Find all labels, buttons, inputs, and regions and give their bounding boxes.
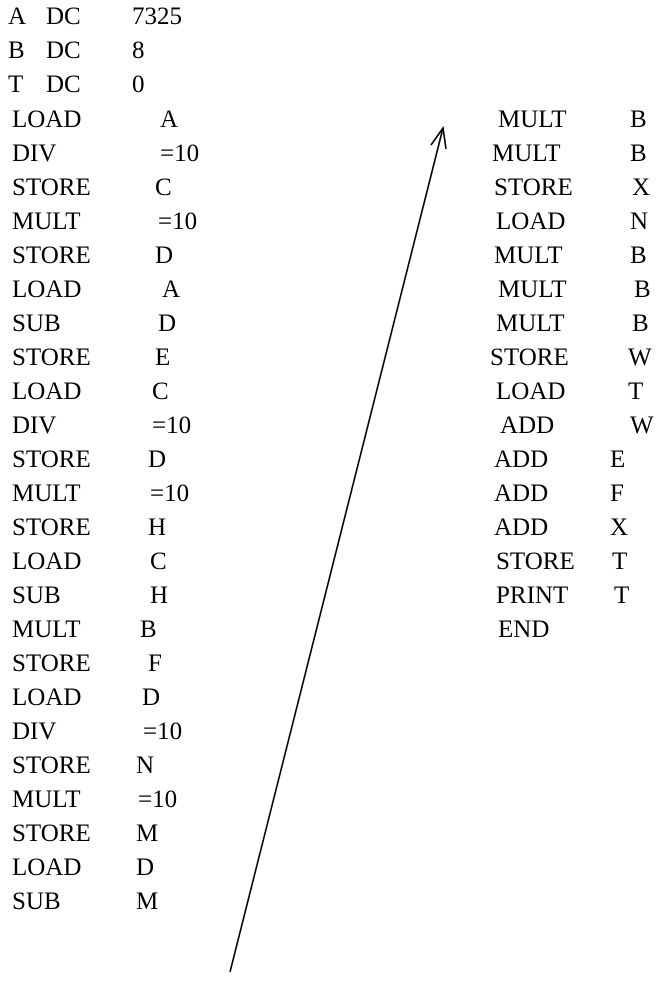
instruction-arg: B <box>140 616 157 643</box>
instruction-op: DIV <box>12 718 57 745</box>
instruction-arg: =10 <box>152 412 192 439</box>
declaration-label: B <box>8 37 25 64</box>
instruction-arg: =10 <box>160 140 200 167</box>
instruction-op: STORE <box>12 242 91 269</box>
instruction-op: LOAD <box>12 276 82 303</box>
instruction-arg: B <box>630 242 647 269</box>
instruction-arg: D <box>158 310 177 337</box>
instruction-arg: F <box>610 480 624 507</box>
instruction-arg: W <box>630 412 654 439</box>
instruction-arg: M <box>136 820 159 847</box>
instruction-arg: E <box>155 344 171 371</box>
instruction-arg: A <box>162 276 181 303</box>
instruction-arg: C <box>155 174 172 201</box>
instruction-op: SUB <box>12 310 61 337</box>
instruction-op: STORE <box>12 514 91 541</box>
instruction-op: LOAD <box>12 548 82 575</box>
instruction-arg: H <box>150 582 169 609</box>
instruction-arg: C <box>152 378 169 405</box>
instruction-arg: D <box>142 684 161 711</box>
instruction-op: SUB <box>12 582 61 609</box>
instruction-op: PRINT <box>496 582 569 609</box>
instruction-op: MULT <box>12 786 81 813</box>
instruction-op: MULT <box>494 242 563 269</box>
instruction-op: DIV <box>12 140 57 167</box>
continuation-arrow-line <box>230 128 443 972</box>
instruction-op: ADD <box>494 446 549 473</box>
instruction-op: STORE <box>12 446 91 473</box>
instruction-op: STORE <box>490 344 569 371</box>
instruction-op: END <box>498 616 550 643</box>
declaration-label: A <box>8 3 27 30</box>
instruction-arg: B <box>630 106 647 133</box>
instruction-op: ADD <box>500 412 555 439</box>
instruction-op: MULT <box>12 616 81 643</box>
instruction-op: STORE <box>12 650 91 677</box>
instruction-arg: B <box>630 140 647 167</box>
instruction-op: LOAD <box>496 208 566 235</box>
instruction-op: SUB <box>12 888 61 915</box>
instruction-op: STORE <box>494 174 573 201</box>
instruction-op: MULT <box>12 208 81 235</box>
instruction-arg: =10 <box>150 480 190 507</box>
instruction-arg: T <box>614 582 630 609</box>
instruction-arg: =10 <box>158 208 198 235</box>
instruction-arg: =10 <box>143 718 183 745</box>
instruction-op: STORE <box>12 820 91 847</box>
instruction-arg: D <box>136 854 155 881</box>
instruction-arg: B <box>632 310 649 337</box>
instruction-op: MULT <box>492 140 561 167</box>
instruction-arg: N <box>136 752 155 779</box>
declaration-value: 7325 <box>132 3 182 30</box>
declaration-op: DC <box>46 71 81 98</box>
instruction-op: STORE <box>12 344 91 371</box>
instruction-op: STORE <box>496 548 575 575</box>
instruction-op: LOAD <box>12 684 82 711</box>
instruction-op: DIV <box>12 412 57 439</box>
instruction-arg: M <box>136 888 159 915</box>
instruction-arg: E <box>610 446 626 473</box>
instruction-arg: D <box>155 242 174 269</box>
instruction-op: STORE <box>12 174 91 201</box>
declaration-label: T <box>8 71 24 98</box>
instruction-arg: A <box>160 106 179 133</box>
instruction-op: LOAD <box>12 378 82 405</box>
declaration-value: 0 <box>132 71 145 98</box>
instruction-arg: F <box>148 650 162 677</box>
instruction-arg: W <box>628 344 652 371</box>
instruction-arg: N <box>630 208 649 235</box>
instruction-arg: T <box>612 548 628 575</box>
instruction-arg: B <box>634 276 651 303</box>
instruction-op: MULT <box>498 276 567 303</box>
instruction-op: LOAD <box>12 106 82 133</box>
instruction-arg: D <box>148 446 167 473</box>
instruction-op: STORE <box>12 752 91 779</box>
instruction-op: LOAD <box>496 378 566 405</box>
declaration-op: DC <box>46 37 81 64</box>
instruction-arg: =10 <box>138 786 178 813</box>
arrow-head-icon <box>431 128 446 149</box>
instruction-op: MULT <box>498 106 567 133</box>
instruction-op: LOAD <box>12 854 82 881</box>
instruction-arg: C <box>150 548 167 575</box>
instruction-op: MULT <box>12 480 81 507</box>
declaration-op: DC <box>46 3 81 30</box>
instruction-arg: X <box>610 514 629 541</box>
instruction-op: ADD <box>494 480 549 507</box>
instruction-arg: T <box>628 378 644 405</box>
instruction-arg: X <box>632 174 651 201</box>
instruction-op: ADD <box>494 514 549 541</box>
declaration-value: 8 <box>132 37 145 64</box>
instruction-op: MULT <box>496 310 565 337</box>
instruction-arg: H <box>148 514 167 541</box>
